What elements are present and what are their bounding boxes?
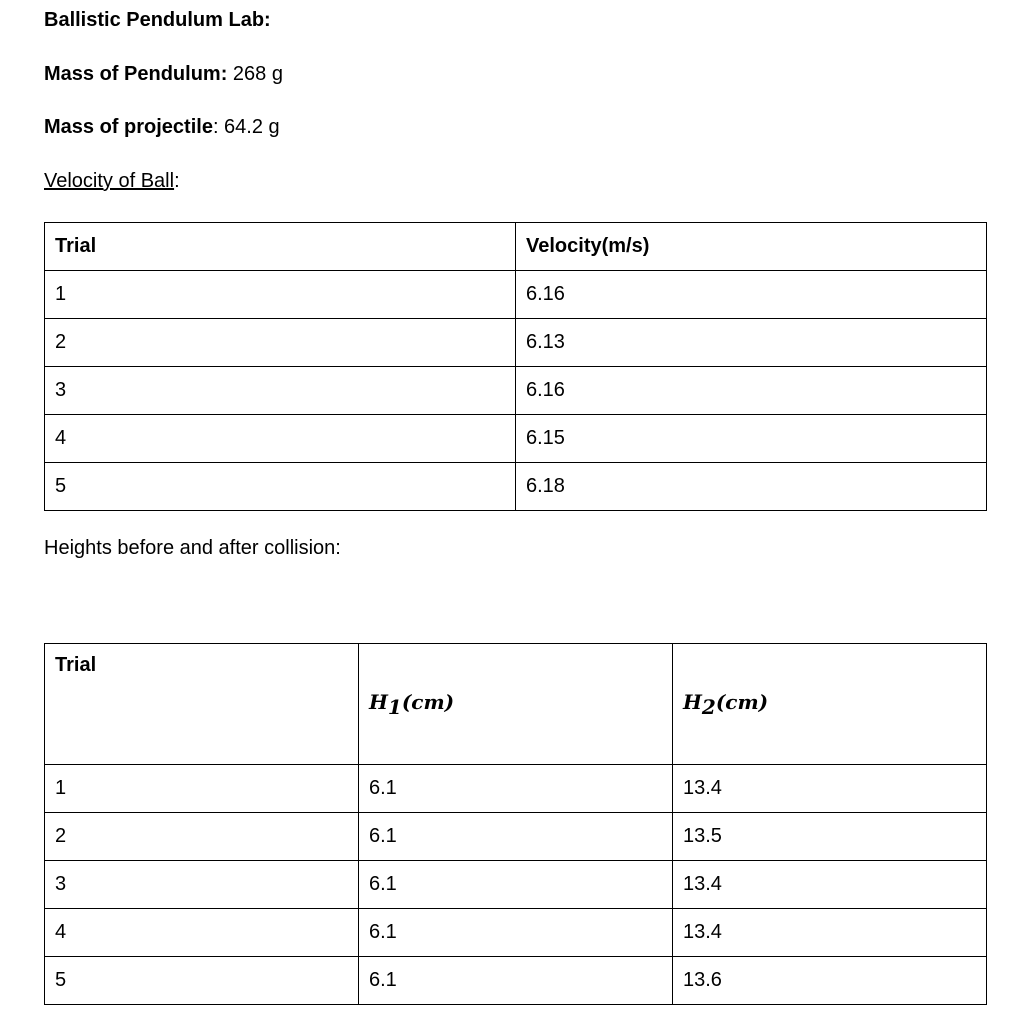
velocity-heading-label: Velocity of Ball [44, 170, 175, 192]
trial-cell: 2 [45, 813, 359, 861]
velocity-table [44, 222, 987, 511]
mass-projectile-line [44, 115, 280, 139]
header-trial: Trial [45, 223, 516, 271]
table-row [45, 271, 987, 319]
trial-cell: 5 [45, 463, 516, 511]
trial-cell: 3 [45, 861, 359, 909]
velocity-heading-suffix: : [174, 170, 180, 192]
table-row [45, 861, 987, 909]
mass-pendulum-line [44, 62, 283, 86]
mass-pendulum-value: 268 g [227, 63, 283, 85]
mass-projectile-label: Mass of projectile [44, 116, 213, 138]
header-h1 [359, 644, 673, 765]
h2-cell: 13.5 [673, 813, 987, 861]
trial-cell: 2 [45, 319, 516, 367]
header-velocity: Velocity(m/s) [516, 223, 987, 271]
table-row [45, 367, 987, 415]
velocity-cell: 6.15 [516, 415, 987, 463]
h2-cell: 13.4 [673, 765, 987, 813]
header-h2 [673, 644, 987, 765]
h2-unit: (cm) [715, 689, 769, 714]
trial-cell: 1 [45, 271, 516, 319]
velocity-cell: 6.13 [516, 319, 987, 367]
trial-cell: 4 [45, 415, 516, 463]
h1-symbol: H [369, 689, 388, 714]
heights-heading: Heights before and after collision: [44, 537, 341, 559]
mass-projectile-value: : 64.2 g [212, 116, 280, 138]
mass-pendulum-label: Mass of Pendulum: [44, 63, 228, 85]
h2-subscript: 2 [701, 694, 716, 719]
h2-symbol: H [683, 689, 702, 714]
trial-cell: 5 [45, 957, 359, 1005]
heights-table [44, 643, 987, 1005]
h1-cell: 6.1 [359, 957, 673, 1005]
h2-cell: 13.4 [673, 861, 987, 909]
h2-cell: 13.6 [673, 957, 987, 1005]
table-row [45, 813, 987, 861]
h1-unit: (cm) [401, 689, 455, 714]
velocity-cell: 6.16 [516, 271, 987, 319]
h1-cell: 6.1 [359, 861, 673, 909]
velocity-cell: 6.16 [516, 367, 987, 415]
velocity-heading [44, 169, 180, 193]
header-trial: Trial [45, 644, 359, 765]
table-header-row [45, 644, 987, 765]
h1-cell: 6.1 [359, 909, 673, 957]
velocity-cell: 6.18 [516, 463, 987, 511]
table-header-row [45, 223, 987, 271]
table-row [45, 415, 987, 463]
table-row [45, 909, 987, 957]
page-title: Ballistic Pendulum Lab: [44, 9, 271, 31]
table-row [45, 463, 987, 511]
trial-cell: 3 [45, 367, 516, 415]
h1-cell: 6.1 [359, 813, 673, 861]
h1-cell: 6.1 [359, 765, 673, 813]
table-row [45, 319, 987, 367]
table-row [45, 765, 987, 813]
trial-cell: 4 [45, 909, 359, 957]
table-row [45, 957, 987, 1005]
trial-cell: 1 [45, 765, 359, 813]
h2-cell: 13.4 [673, 909, 987, 957]
h1-subscript: 1 [387, 694, 402, 719]
